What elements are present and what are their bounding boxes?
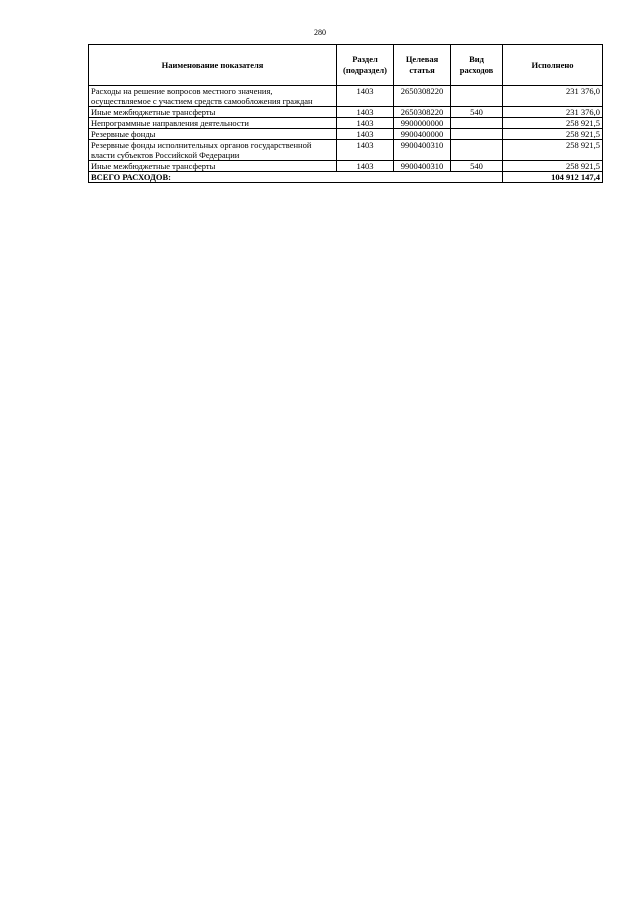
row-target: 2650308220 — [394, 107, 451, 118]
header-type: Вид расходов — [451, 45, 503, 86]
row-target: 9900400310 — [394, 161, 451, 172]
expenditure-table — [88, 44, 603, 183]
row-type — [451, 118, 503, 129]
row-target: 9900000000 — [394, 118, 451, 129]
row-type — [451, 86, 503, 107]
row-executed: 231 376,0 — [503, 107, 603, 118]
row-executed: 258 921,5 — [503, 129, 603, 140]
row-type — [451, 140, 503, 161]
row-type — [451, 129, 503, 140]
row-name: Резервные фонды исполнительных органов государственной власти субъектов Российской Федерации — [89, 140, 337, 161]
header-target: Целевая статья — [394, 45, 451, 86]
page-number: 280 — [314, 28, 326, 37]
total-executed: 104 912 147,4 — [503, 172, 603, 183]
row-target: 2650308220 — [394, 86, 451, 107]
row-executed: 231 376,0 — [503, 86, 603, 107]
row-section: 1403 — [337, 161, 394, 172]
table-row — [89, 118, 603, 129]
table-row — [89, 140, 603, 161]
row-executed: 258 921,5 — [503, 118, 603, 129]
total-row — [89, 172, 603, 183]
row-executed: 258 921,5 — [503, 161, 603, 172]
header-name: Наименование показателя — [89, 45, 337, 86]
row-section: 1403 — [337, 86, 394, 107]
row-section: 1403 — [337, 140, 394, 161]
row-section: 1403 — [337, 107, 394, 118]
total-label: ВСЕГО РАСХОДОВ: — [89, 172, 503, 183]
row-section: 1403 — [337, 129, 394, 140]
row-name: Резервные фонды — [89, 129, 337, 140]
table-row — [89, 161, 603, 172]
row-name: Непрограммные направления деятельности — [89, 118, 337, 129]
row-name: Иные межбюджетные трансферты — [89, 161, 337, 172]
row-name: Иные межбюджетные трансферты — [89, 107, 337, 118]
header-section: Раздел (подраздел) — [337, 45, 394, 86]
row-target: 9900400310 — [394, 140, 451, 161]
header-executed: Исполнено — [503, 45, 603, 86]
row-type: 540 — [451, 161, 503, 172]
row-section: 1403 — [337, 118, 394, 129]
row-executed: 258 921,5 — [503, 140, 603, 161]
row-target: 9900400000 — [394, 129, 451, 140]
table-row — [89, 86, 603, 107]
table-row — [89, 107, 603, 118]
table-header-row — [89, 45, 603, 86]
table-row — [89, 129, 603, 140]
row-name: Расходы на решение вопросов местного значения, осуществляемое с участием средств самообложения граждан — [89, 86, 337, 107]
row-type: 540 — [451, 107, 503, 118]
